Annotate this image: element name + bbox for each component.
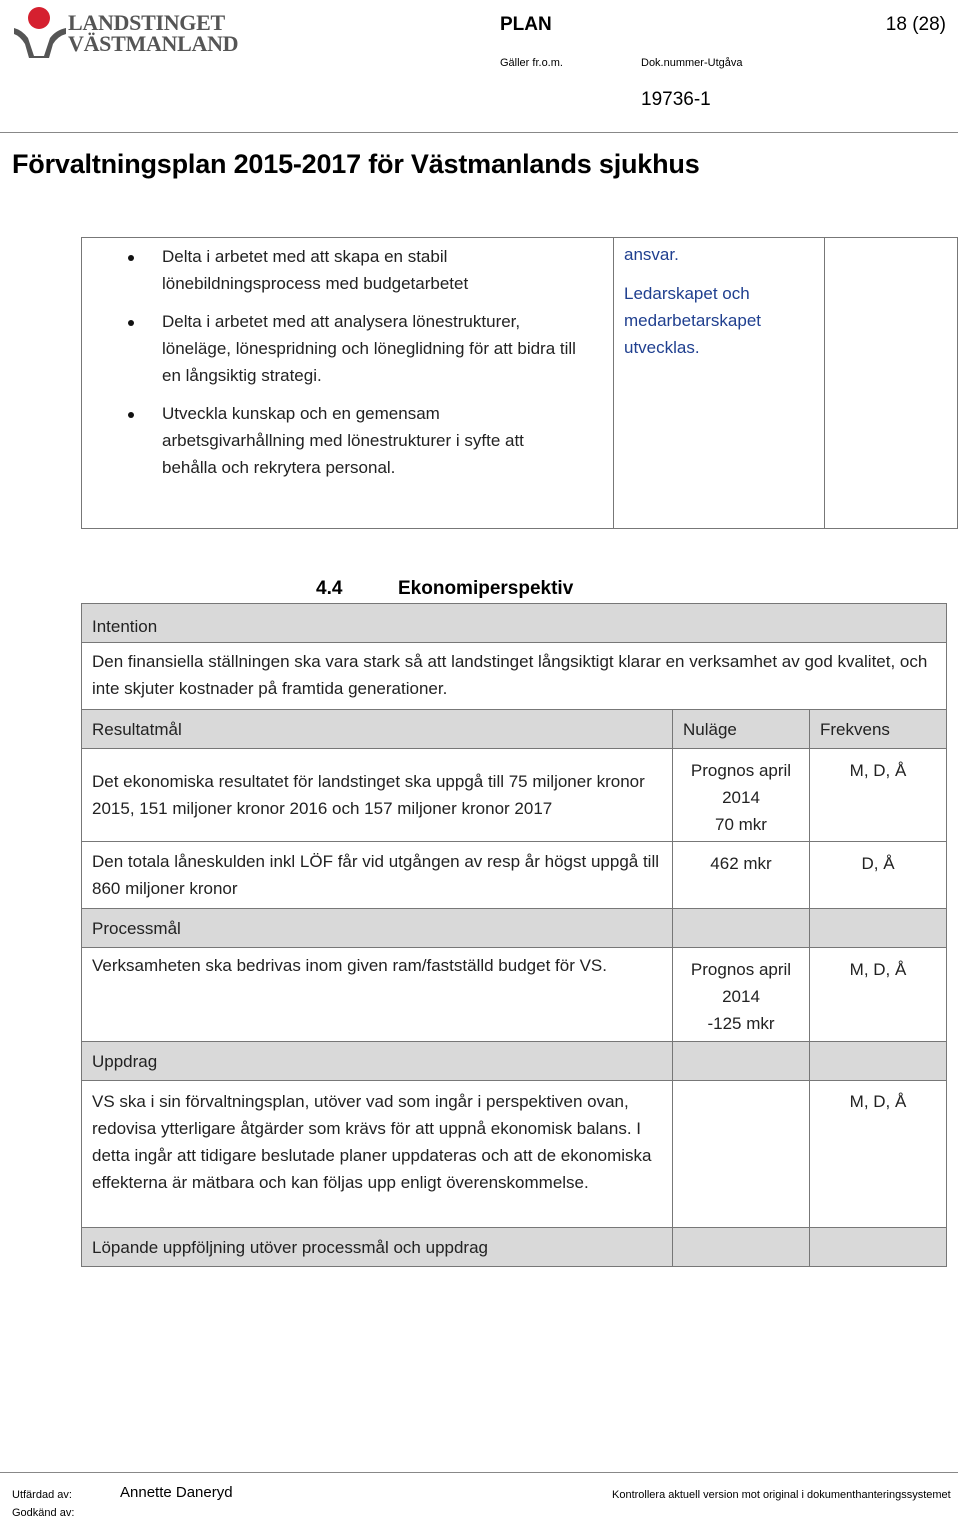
nulage-cell — [672, 748, 810, 842]
empty-header-cell — [809, 1227, 947, 1267]
section-title: Ekonomiperspektiv — [398, 578, 574, 599]
table-row — [81, 841, 673, 909]
processmal-header — [81, 908, 673, 948]
nulage-line: 70 mkr — [715, 815, 767, 834]
empty-header-cell — [809, 908, 947, 948]
landstinget-logo — [12, 4, 239, 58]
footer-divider — [0, 1472, 958, 1473]
nulage-line: Prognos april — [690, 960, 792, 979]
logo-line-1: LANDSTINGET — [68, 10, 225, 35]
nulage-line: 2014 — [722, 987, 760, 1006]
nulage-line: -125 mkr — [707, 1014, 775, 1033]
intention-label: Intention — [92, 617, 158, 636]
lopande-header — [81, 1227, 673, 1267]
logo-figure-icon — [12, 4, 68, 58]
goal-text: Den totala låneskulden inkl LÖF får vid utgången av resp år högst uppgå till 860 miljoner kronor — [92, 852, 660, 898]
intention-cell — [81, 642, 947, 710]
frekvens-value: M, D, Å — [849, 960, 907, 979]
empty-header-cell — [672, 908, 810, 948]
table-row — [81, 748, 673, 842]
goal-text: Verksamheten ska bedrivas inom given ram/fastställd budget för VS. — [92, 956, 607, 975]
frekvens-cell — [809, 841, 947, 909]
list-item: Delta i arbetet med att skapa en stabil lönebildningsprocess med budgetarbetet — [122, 243, 582, 297]
section-label: Uppdrag — [92, 1052, 158, 1071]
version-notice: Kontrollera aktuell version mot original i dokumenthanteringssystemet — [612, 1489, 951, 1501]
logo-line-2: VÄSTMANLAND — [68, 31, 239, 56]
resultat-header — [81, 709, 673, 749]
section-number: 4.4 — [316, 578, 343, 599]
goals-table-continued — [81, 237, 958, 529]
header-divider — [0, 132, 958, 133]
outcome-text — [624, 241, 814, 373]
activity-list — [122, 243, 582, 492]
issued-by-name: Annette Daneryd — [120, 1484, 233, 1501]
nulage-header — [672, 709, 810, 749]
section-label: Processmål — [92, 919, 181, 938]
section-label: Löpande uppföljning utöver processmål och uppdrag — [92, 1238, 488, 1257]
intention-header — [81, 603, 947, 643]
column-header: Resultatmål — [92, 720, 182, 739]
empty-header-cell — [672, 1041, 810, 1081]
intention-text: Den finansiella ställningen ska vara stark så att landstinget långsiktigt klarar en verksamhet av god kvalitet, och inte skjuter kostnader på framtida generationer. — [92, 652, 928, 698]
goal-text: VS ska i sin förvaltningsplan, utöver vad som ingår i perspektiven ovan, redovisa ytterligare åtgärder som krävs för att uppnå ekonomisk balans. I detta ingår att tidigare beslutade planer uppdateras och att de ekonomiska effekterna är mätbara och kan följas upp enligt överenskommelse. — [92, 1092, 652, 1192]
outcome-line: Ledarskapet och medarbetarskapet utvecklas. — [624, 284, 762, 357]
frekvens-cell — [809, 1080, 947, 1228]
frekvens-value: M, D, Å — [849, 1092, 907, 1111]
valid-from-label: Gäller fr.o.m. — [500, 57, 563, 69]
nulage-cell — [672, 947, 810, 1042]
nulage-line: Prognos april — [690, 761, 792, 780]
column-divider — [613, 238, 614, 528]
list-item: Utveckla kunskap och en gemensam arbetsgivarhållning med lönestrukturer i syfte att behålla och rekrytera personal. — [122, 400, 582, 481]
column-header: Frekvens — [820, 720, 890, 739]
column-divider — [824, 238, 825, 528]
uppdrag-header — [81, 1041, 673, 1081]
nulage-cell — [672, 1080, 810, 1228]
doc-type-label: PLAN — [500, 14, 552, 35]
docnr-label: Dok.nummer-Utgåva — [641, 57, 743, 69]
goal-text: Det ekonomiska resultatet för landstinget ska uppgå till 75 miljoner kronor 2015, 151 miljoner kronor 2016 och 157 miljoner kronor 2017 — [92, 772, 645, 818]
nulage-cell — [672, 841, 810, 909]
nulage-line: 2014 — [722, 788, 760, 807]
frekvens-cell — [809, 748, 947, 842]
frekvens-header — [809, 709, 947, 749]
docnr-value: 19736-1 — [641, 89, 711, 110]
frekvens-value: M, D, Å — [849, 761, 907, 780]
empty-header-cell — [672, 1227, 810, 1267]
nulage-value: 462 mkr — [710, 854, 772, 873]
logo-text — [68, 12, 238, 54]
issued-by-label: Utfärdad av: — [12, 1489, 72, 1501]
frekvens-cell — [809, 947, 947, 1042]
table-row — [81, 1080, 673, 1228]
list-item: Delta i arbetet med att analysera lönestrukturer, löneläge, lönespridning och löneglidning för att bidra till en långsiktig strategi. — [122, 308, 582, 389]
column-header: Nuläge — [683, 720, 737, 739]
outcome-line: ansvar. — [624, 245, 679, 264]
approved-by-label: Godkänd av: — [12, 1507, 75, 1519]
empty-header-cell — [809, 1041, 947, 1081]
page-number: 18 (28) — [885, 14, 946, 35]
frekvens-value: D, Å — [861, 854, 895, 873]
page-title: Förvaltningsplan 2015-2017 för Västmanlands sjukhus — [12, 149, 700, 179]
table-row — [81, 947, 673, 1042]
